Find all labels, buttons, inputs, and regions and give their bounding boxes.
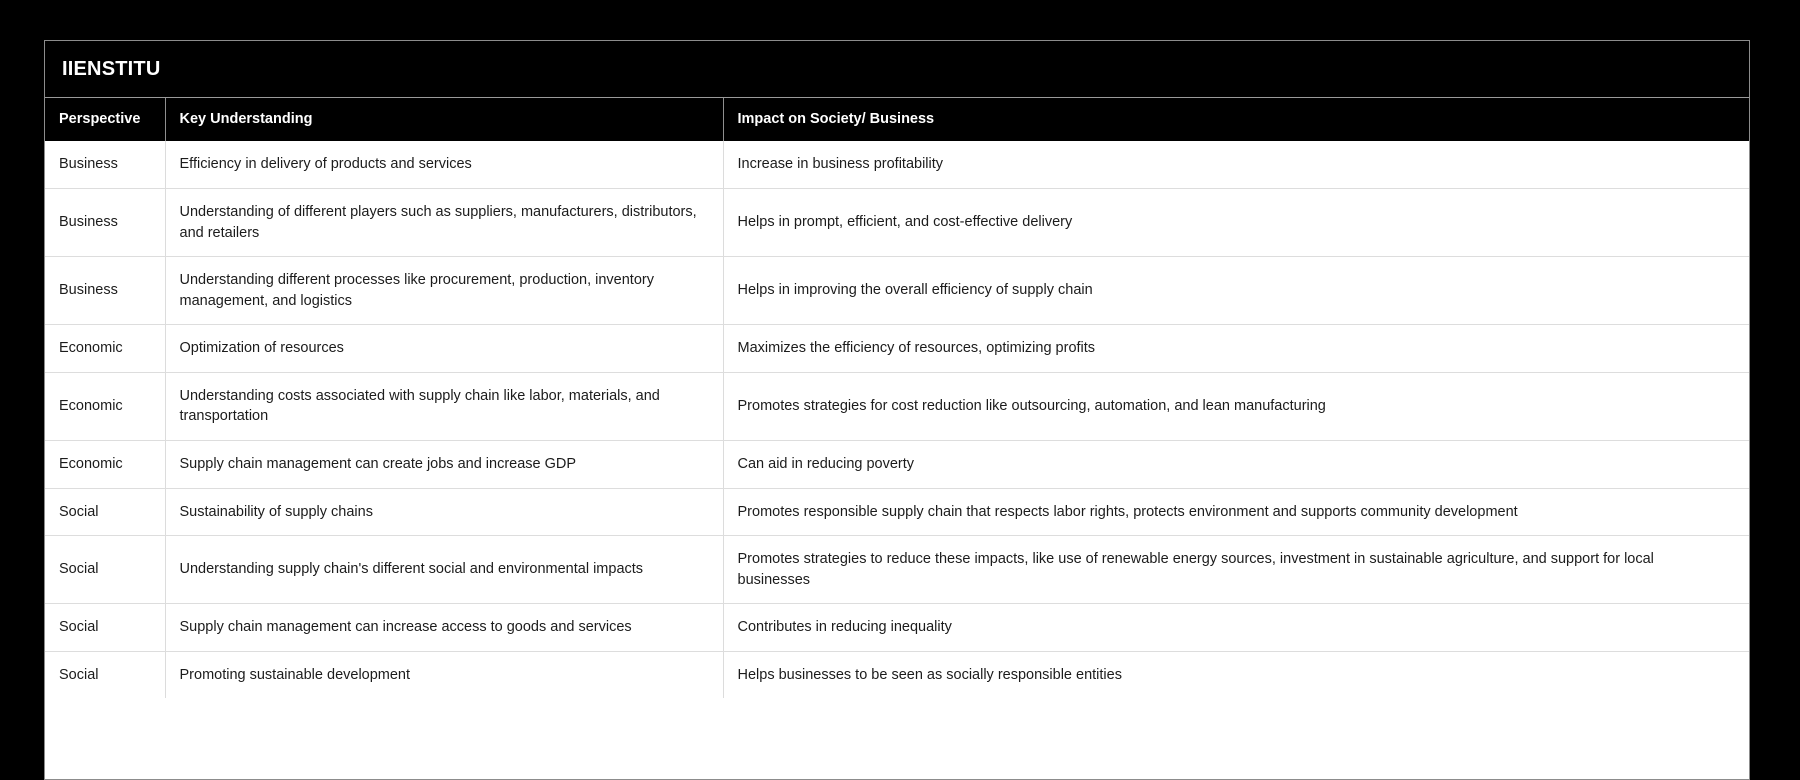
table-row xyxy=(45,257,1749,325)
cell-key-understanding: Sustainability of supply chains xyxy=(165,488,723,536)
cell-key-understanding: Supply chain management can create jobs and increase GDP xyxy=(165,441,723,489)
table-row xyxy=(45,372,1749,440)
table-head xyxy=(45,98,1749,141)
cell-impact: Promotes strategies for cost reduction like outsourcing, automation, and lean manufacturing xyxy=(723,372,1749,440)
column-header-impact: Impact on Society/ Business xyxy=(737,111,935,127)
cell-perspective: Social xyxy=(45,536,165,604)
table-row xyxy=(45,488,1749,536)
table-row xyxy=(45,651,1749,698)
cell-perspective: Social xyxy=(45,604,165,652)
table-card xyxy=(44,40,1750,780)
cell-perspective: Economic xyxy=(45,441,165,489)
cell-impact: Can aid in reducing poverty xyxy=(723,441,1749,489)
table-row xyxy=(45,604,1749,652)
column-header-key-understanding: Key Understanding xyxy=(165,98,723,141)
table-row xyxy=(45,536,1749,604)
table-body xyxy=(45,141,1749,698)
perspectives-table xyxy=(45,98,1749,698)
cell-impact: Contributes in reducing inequality xyxy=(723,604,1749,652)
brand-title: IIENSTITU xyxy=(62,58,161,80)
cell-impact: Helps businesses to be seen as socially responsible entities xyxy=(723,651,1749,698)
table-row xyxy=(45,441,1749,489)
cell-key-understanding: Optimization of resources xyxy=(165,325,723,373)
cell-key-understanding: Supply chain management can increase access to goods and services xyxy=(165,604,723,652)
table-row xyxy=(45,141,1749,188)
cell-perspective: Social xyxy=(45,488,165,536)
cell-key-understanding: Understanding different processes like procurement, production, inventory management, and logistics xyxy=(165,257,723,325)
table-header-row xyxy=(45,98,1749,141)
cell-perspective: Social xyxy=(45,651,165,698)
cell-key-understanding: Promoting sustainable development xyxy=(165,651,723,698)
cell-perspective: Economic xyxy=(45,325,165,373)
table-row xyxy=(45,325,1749,373)
cell-key-understanding: Understanding supply chain's different social and environmental impacts xyxy=(165,536,723,604)
cell-impact: Maximizes the efficiency of resources, optimizing profits xyxy=(723,325,1749,373)
table-row xyxy=(45,188,1749,256)
column-header-perspective: Perspective xyxy=(45,98,165,141)
cell-impact: Promotes strategies to reduce these impacts, like use of renewable energy sources, investment in sustainable agriculture, and support for local businesses xyxy=(723,536,1749,604)
cell-perspective: Economic xyxy=(45,372,165,440)
cell-key-understanding: Understanding of different players such as suppliers, manufacturers, distributors, and retailers xyxy=(165,188,723,256)
cell-perspective: Business xyxy=(45,141,165,188)
cell-impact: Helps in improving the overall efficiency of supply chain xyxy=(723,257,1749,325)
cell-perspective: Business xyxy=(45,188,165,256)
title-bar xyxy=(45,41,1749,98)
cell-impact: Increase in business profitability xyxy=(723,141,1749,188)
cell-key-understanding: Understanding costs associated with supply chain like labor, materials, and transportation xyxy=(165,372,723,440)
cell-impact: Helps in prompt, efficient, and cost-effective delivery xyxy=(723,188,1749,256)
cell-key-understanding: Efficiency in delivery of products and services xyxy=(165,141,723,188)
cell-impact: Promotes responsible supply chain that respects labor rights, protects environment and supports community development xyxy=(723,488,1749,536)
cell-perspective: Business xyxy=(45,257,165,325)
